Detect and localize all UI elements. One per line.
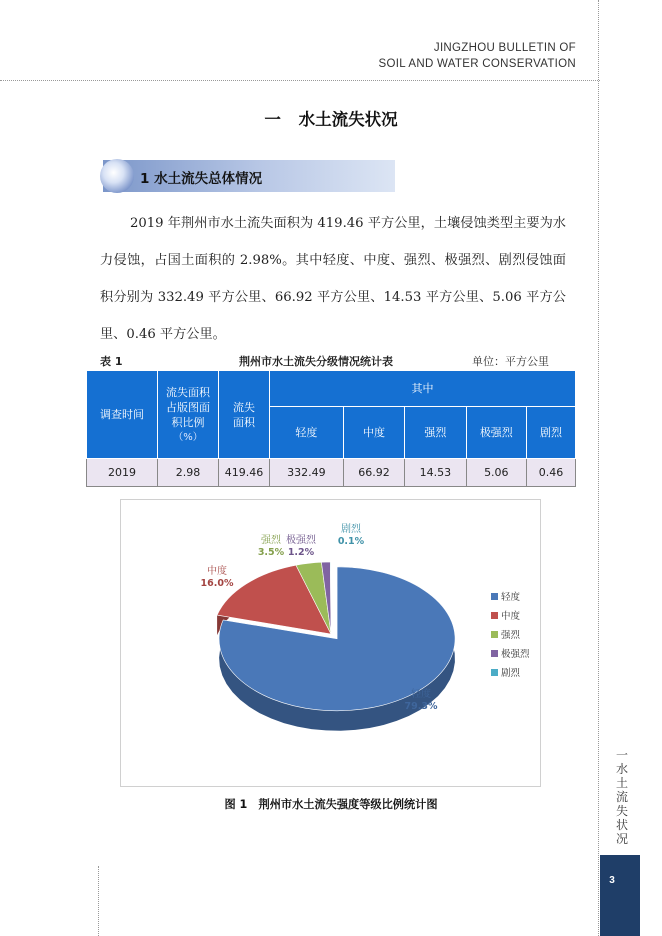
section-title [0,106,662,130]
side-chapter-label: 一 水土流失状况 [615,748,641,846]
table-unit: 单位：平方公里 [472,355,549,368]
data-label-category: 中度 [207,566,227,577]
data-label-value: 79.3% [404,701,438,712]
header-ratio-line1: 流失面积 [166,385,210,399]
header-ratio-unit: （%） [173,431,203,443]
header-area-line1: 流失 [233,400,255,414]
legend-item: 中度 [501,611,521,622]
legend-swatch [491,593,498,600]
header-divider [0,80,600,81]
legend-item: 极强烈 [501,649,530,660]
cell-year: 2019 [87,459,158,487]
data-label-value: 1.2% [287,547,315,558]
cell-severe: 0.46 [527,459,576,487]
header-year: 调查时间 [87,371,158,459]
table-title: 荆州市水土流失分级情况统计表 [239,355,393,368]
legend-item: 强烈 [501,630,521,641]
data-label-category: 剧烈 [341,524,361,535]
footer-divider [98,866,99,936]
header-ratio-line2: 占版图面 [166,400,210,414]
data-label-category: 强烈 [261,535,281,546]
header-moderate: 中度 [343,407,404,459]
header-line-1: JINGZHOU BULLETIN OF [433,42,576,54]
header-among: 其中 [270,371,576,407]
data-label-category: 极强烈 [286,535,316,546]
cell-very-strong: 5.06 [466,459,526,487]
table-row [87,459,576,487]
section-title-text: 水土流失状况 [298,110,398,129]
legend-swatch [491,631,498,638]
legend-item: 剧烈 [501,668,521,679]
page-tab [600,855,640,936]
statistics-table [86,370,576,487]
subsection-title: 1 水土流失总体情况 [140,171,263,187]
table-number: 表 1 [100,355,123,368]
header-strong: 强烈 [405,407,466,459]
header-light: 轻度 [270,407,344,459]
circle-bullet-icon [100,159,134,193]
header-severe: 剧烈 [527,407,576,459]
pie-chart [121,500,540,786]
cell-area: 419.46 [219,459,270,487]
header-area [219,371,270,459]
legend-item: 轻度 [501,592,521,603]
figure-caption: 图 1 荆州市水土流失强度等级比例统计图 [224,798,438,811]
legend-swatch [491,650,498,657]
page-number: 3 [609,875,615,886]
cell-light: 332.49 [270,459,344,487]
section-number: 一 [264,110,281,129]
legend-swatch [491,612,498,619]
pie-chart-frame [120,499,541,787]
header-line-2: SOIL AND WATER CONSERVATION [378,58,576,70]
cell-moderate: 66.92 [343,459,404,487]
data-label-value: 16.0% [200,578,234,589]
data-label-category: 轻度 [411,689,431,700]
cell-ratio: 2.98 [158,459,219,487]
data-label-value: 0.1% [337,536,365,547]
header-area-line2: 面积 [233,415,255,429]
running-header [379,40,576,72]
header-ratio-line3: 积比例 [171,415,205,429]
header-ratio [158,371,219,459]
data-label-value: 3.5% [257,547,285,558]
legend-swatch [491,669,498,676]
cell-strong: 14.53 [405,459,466,487]
body-paragraph: 2019 年荆州市水土流失面积为 419.46 平方公里，土壤侵蚀类型主要为水力侵蚀，占国土面积的 2.98%。其中轻度、中度、强烈、极强烈、剧烈侵蚀面积分别为 332.49 平方公里、66.92 平方公里、14.53 平方公里、5.06 平方公里、0.46 平方公里。 [100,216,566,342]
header-very-strong: 极强烈 [466,407,526,459]
